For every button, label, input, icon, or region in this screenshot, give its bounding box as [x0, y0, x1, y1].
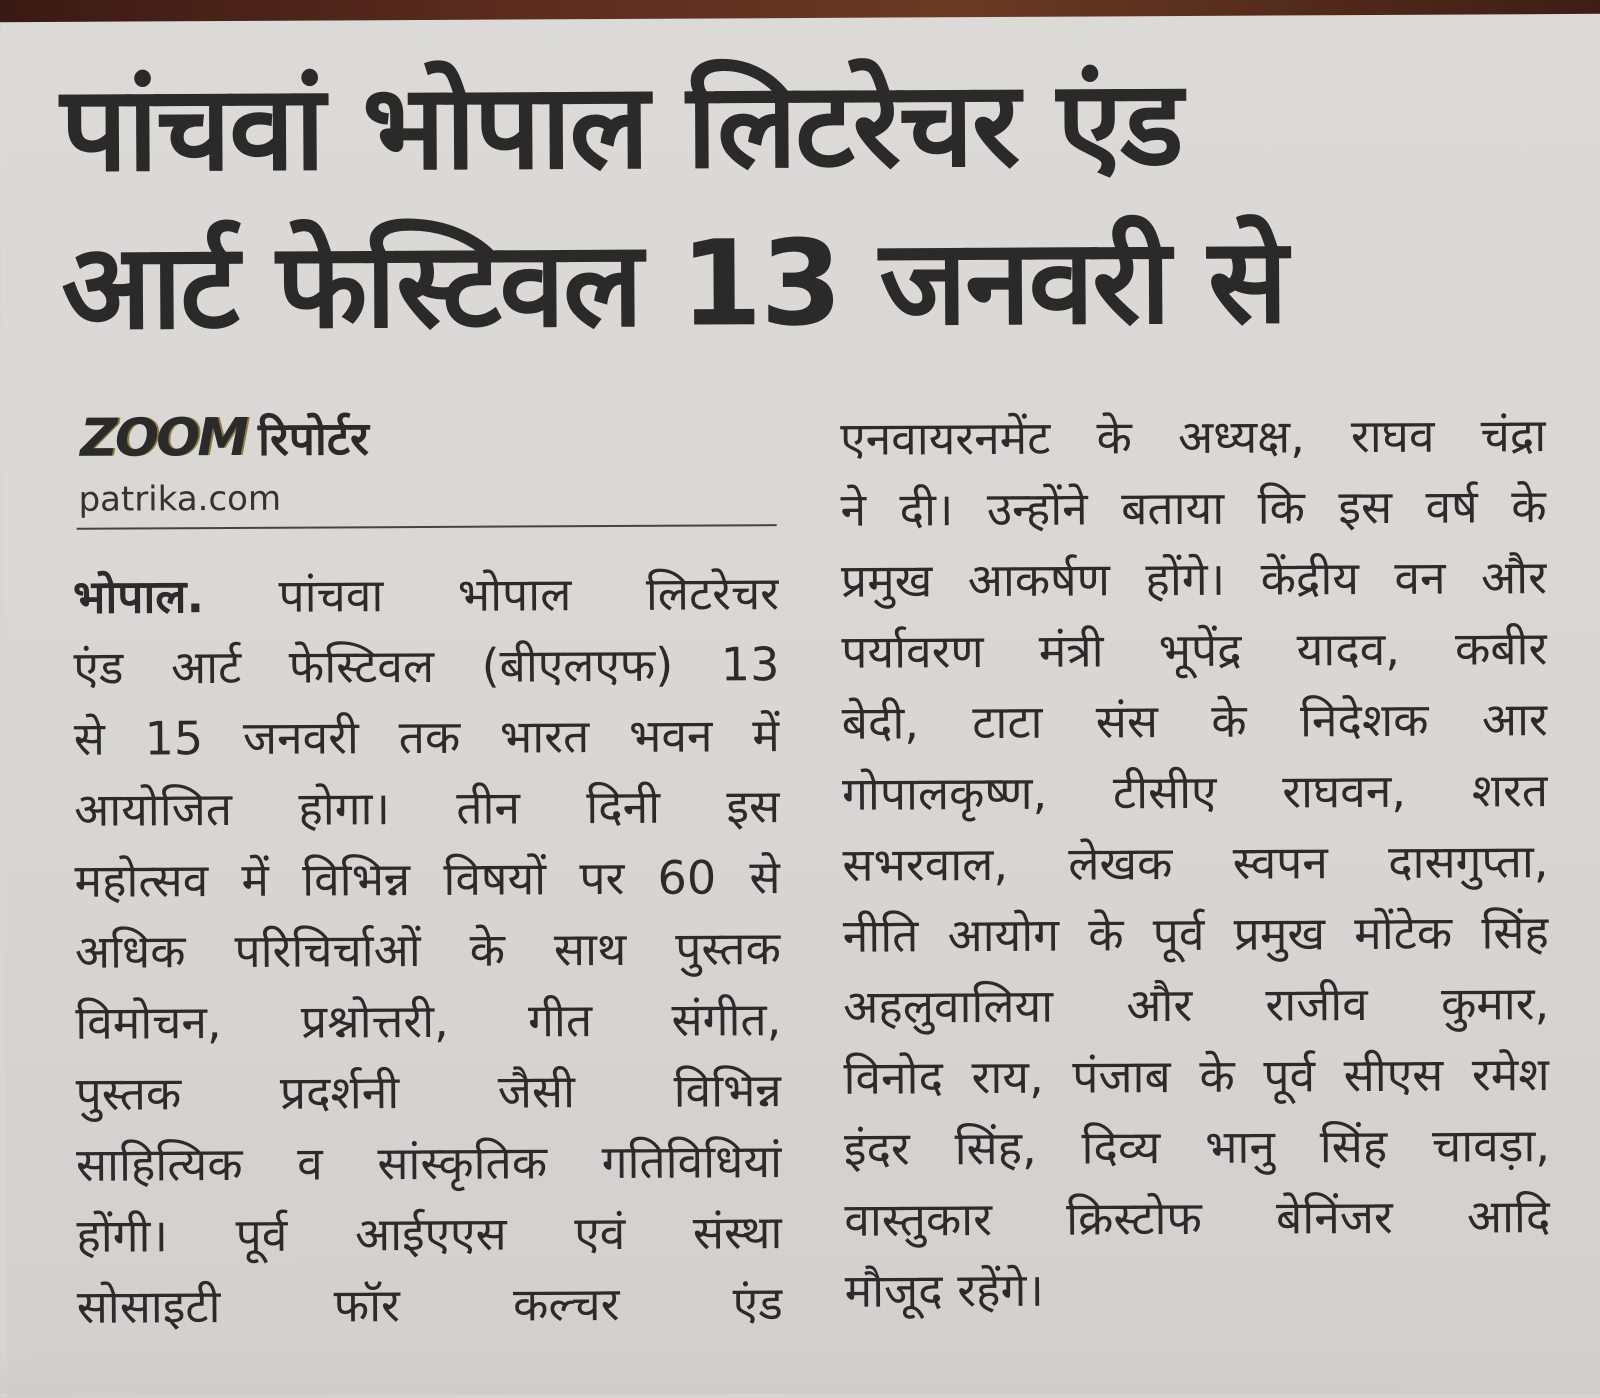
column-line: प्रमुख आकर्षण होंगे। केंद्रीय वन और [840, 550, 1548, 608]
column-line: पुस्तक प्रदर्शनी जैसी विभिन्न [75, 1063, 782, 1121]
column-line: महोत्सव में विभिन्न विषयों पर 60 से [74, 850, 781, 908]
column-line: सभरवाल, लेखक स्वपन दासगुप्ता, [842, 834, 1549, 892]
column-line: विमोचन, प्रश्नोत्तरी, गीत संगीत, [75, 992, 782, 1050]
byline-divider [77, 524, 777, 530]
column-line: इंदर सिंह, दिव्य भानु सिंह चावड़ा, [843, 1118, 1551, 1176]
column-line: एंड आर्ट फेस्टिवल (बीएलएफ) 13 [73, 637, 780, 695]
newspaper-clipping [0, 14, 1600, 1398]
column-line: अहलुवालिया और राजीव कुमार, [843, 976, 1550, 1034]
column-line: होंगी। पूर्व आईएएस एवं संस्था [76, 1205, 783, 1263]
column-line-text: पांचवा भोपाल लिटरेचर [203, 566, 780, 624]
headline-line-1: पांचवां भोपाल लिटरेचर एंड [60, 54, 1182, 198]
column-line: नीति आयोग के पूर्व प्रमुख मोंटेक सिंह [842, 905, 1549, 963]
column-line: बेदी, टाटा संस के निदेशक आर [841, 692, 1548, 750]
column-line: से 15 जनवरी तक भारत भवन में [73, 708, 780, 766]
column-line: पर्यावरण मंत्री भूपेंद्र यादव, कबीर [841, 621, 1548, 679]
zoom-logo: ZOOM [80, 407, 247, 469]
column-line: आयोजित होगा। तीन दिनी इस [73, 779, 781, 837]
page-bottom-shadow [0, 1340, 1600, 1394]
source-url: patrika.com [78, 478, 282, 520]
column-line: वास्तुकार क्रिस्टोफ बेनिंजर आदि [844, 1189, 1551, 1247]
column-line: एनवायरनमेंट के अध्यक्ष, राघव चंद्रा [840, 408, 1547, 466]
column-line: ने दी। उन्होंने बताया कि इस वर्ष के [840, 479, 1547, 537]
column-line [73, 558, 779, 633]
dateline: भोपाल. [72, 569, 205, 624]
article-column-right [840, 400, 1551, 1327]
column-line: मौजूद रहेंगे। [844, 1262, 1044, 1318]
reporter-label: रिपोर्टर [257, 411, 369, 466]
article-column-left [73, 558, 783, 1343]
column-line: गोपालकृष्ण, टीसीए राघवन, शरत [841, 763, 1549, 821]
headline [60, 42, 1502, 366]
column-line: सोसाइटी फॉर कल्चर एंड [76, 1276, 783, 1334]
column-line: साहित्यिक व सांस्कृतिक गतिविधियां [75, 1134, 783, 1192]
byline [80, 402, 369, 474]
column-line: विनोद राय, पंजाब के पूर्व सीएस रमेश [843, 1047, 1550, 1105]
headline-line-2: आर्ट फेस्टिवल 13 जनवरी से [61, 211, 1287, 356]
column-line: अधिक परिचिर्चाओं के साथ पुस्तक [74, 921, 782, 979]
